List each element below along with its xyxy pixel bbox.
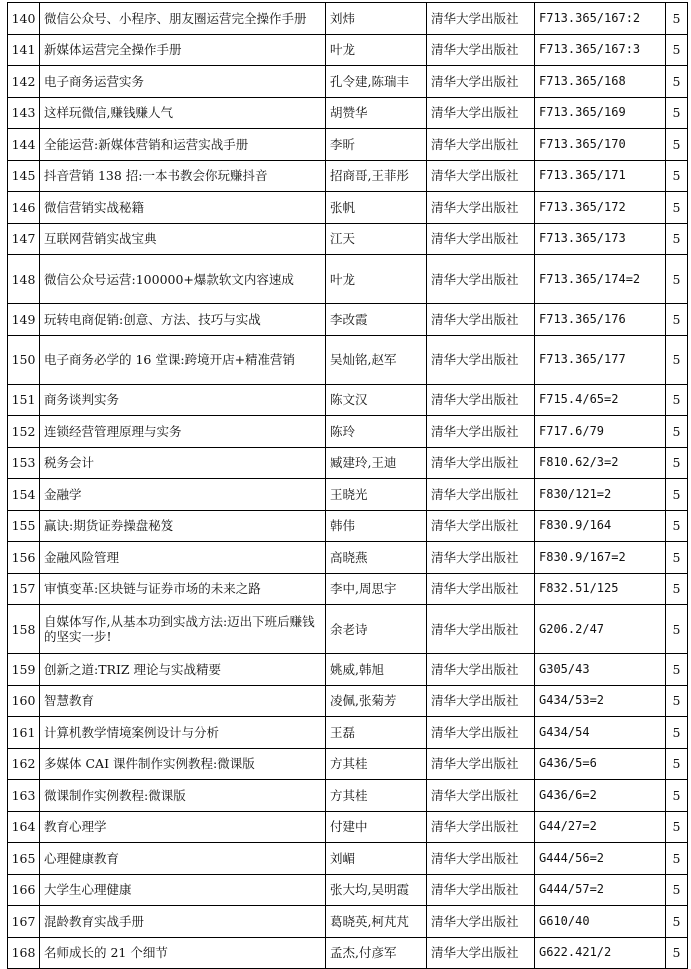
book-title: 多媒体 CAI 课件制作实例教程:微课版: [40, 748, 326, 780]
table-row: [8, 97, 688, 129]
book-author: 凌佩,张菊芳: [326, 685, 427, 717]
book-author: 李中,周思宇: [326, 573, 427, 605]
call-number: G44/27=2: [535, 811, 666, 843]
row-number: 145: [8, 160, 40, 192]
table-row: [8, 874, 688, 906]
book-publisher: 清华大学出版社: [427, 416, 535, 448]
book-title: 这样玩微信,赚钱赚人气: [40, 97, 326, 129]
copy-count: 5: [666, 66, 688, 98]
table-row: [8, 811, 688, 843]
table-row: [8, 3, 688, 35]
call-number: F713.365/172: [535, 192, 666, 224]
table-row: [8, 937, 688, 969]
book-author: 孟杰,付彦军: [326, 937, 427, 969]
copy-count: 5: [666, 255, 688, 304]
copy-count: 5: [666, 937, 688, 969]
copy-count: 5: [666, 192, 688, 224]
row-number: 151: [8, 384, 40, 416]
book-author: 王磊: [326, 717, 427, 749]
book-title: 连锁经营管理原理与实务: [40, 416, 326, 448]
copy-count: 5: [666, 34, 688, 66]
table-row: [8, 223, 688, 255]
row-number: 148: [8, 255, 40, 304]
row-number: 156: [8, 542, 40, 574]
copy-count: 5: [666, 906, 688, 938]
table-row: [8, 605, 688, 654]
call-number: F713.365/170: [535, 129, 666, 161]
copy-count: 5: [666, 748, 688, 780]
row-number: 152: [8, 416, 40, 448]
row-number: 143: [8, 97, 40, 129]
copy-count: 5: [666, 335, 688, 384]
call-number: F830.9/164: [535, 510, 666, 542]
book-publisher: 清华大学出版社: [427, 748, 535, 780]
book-title: 混龄教育实战手册: [40, 906, 326, 938]
row-number: 168: [8, 937, 40, 969]
book-publisher: 清华大学出版社: [427, 335, 535, 384]
call-number: F830/121=2: [535, 479, 666, 511]
book-title: 大学生心理健康: [40, 874, 326, 906]
book-author: 陈玲: [326, 416, 427, 448]
copy-count: 5: [666, 223, 688, 255]
call-number: G436/6=2: [535, 780, 666, 812]
table-row: [8, 685, 688, 717]
book-title: 智慧教育: [40, 685, 326, 717]
book-publisher: 清华大学出版社: [427, 874, 535, 906]
table-row: [8, 780, 688, 812]
table-row: [8, 654, 688, 686]
book-title: 创新之道:TRIZ 理论与实战精要: [40, 654, 326, 686]
table-row: [8, 160, 688, 192]
book-author: 方其桂: [326, 780, 427, 812]
row-number: 161: [8, 717, 40, 749]
table-row: [8, 304, 688, 336]
call-number: G622.421/2: [535, 937, 666, 969]
row-number: 165: [8, 843, 40, 875]
row-number: 147: [8, 223, 40, 255]
book-title: 抖音营销 138 招:一本书教会你玩赚抖音: [40, 160, 326, 192]
row-number: 144: [8, 129, 40, 161]
book-publisher: 清华大学出版社: [427, 573, 535, 605]
row-number: 153: [8, 447, 40, 479]
book-title: 计算机教学情境案例设计与分析: [40, 717, 326, 749]
book-publisher: 清华大学出版社: [427, 160, 535, 192]
book-publisher: 清华大学出版社: [427, 811, 535, 843]
copy-count: 5: [666, 811, 688, 843]
book-author: 刘嵋: [326, 843, 427, 875]
copy-count: 5: [666, 97, 688, 129]
table-row: [8, 717, 688, 749]
book-title: 自媒体写作,从基本功到实战方法:迈出下班后赚钱的坚实一步!: [40, 605, 326, 654]
book-title: 新媒体运营完全操作手册: [40, 34, 326, 66]
book-publisher: 清华大学出版社: [427, 685, 535, 717]
copy-count: 5: [666, 780, 688, 812]
book-publisher: 清华大学出版社: [427, 223, 535, 255]
book-title: 教育心理学: [40, 811, 326, 843]
book-publisher: 清华大学出版社: [427, 129, 535, 161]
book-title: 微课制作实例教程:微课版: [40, 780, 326, 812]
table-row: [8, 255, 688, 304]
copy-count: 5: [666, 685, 688, 717]
book-author: 方其桂: [326, 748, 427, 780]
book-publisher: 清华大学出版社: [427, 304, 535, 336]
call-number: G305/43: [535, 654, 666, 686]
call-number: F713.365/169: [535, 97, 666, 129]
row-number: 155: [8, 510, 40, 542]
book-publisher: 清华大学出版社: [427, 447, 535, 479]
book-author: 付建中: [326, 811, 427, 843]
call-number: G434/53=2: [535, 685, 666, 717]
book-publisher: 清华大学出版社: [427, 34, 535, 66]
table-row: [8, 384, 688, 416]
book-author: 李改霞: [326, 304, 427, 336]
book-author: 刘炜: [326, 3, 427, 35]
call-number: F715.4/65=2: [535, 384, 666, 416]
book-title: 金融风险管理: [40, 542, 326, 574]
book-publisher: 清华大学出版社: [427, 510, 535, 542]
table-row: [8, 416, 688, 448]
book-publisher: 清华大学出版社: [427, 3, 535, 35]
row-number: 140: [8, 3, 40, 35]
table-row: [8, 479, 688, 511]
row-number: 167: [8, 906, 40, 938]
copy-count: 5: [666, 160, 688, 192]
book-title: 微信营销实战秘籍: [40, 192, 326, 224]
row-number: 142: [8, 66, 40, 98]
table-row: [8, 573, 688, 605]
book-author: 陈文汉: [326, 384, 427, 416]
book-publisher: 清华大学出版社: [427, 255, 535, 304]
copy-count: 5: [666, 129, 688, 161]
book-title: 微信公众号、小程序、朋友圈运营完全操作手册: [40, 3, 326, 35]
table-row: [8, 748, 688, 780]
call-number: G206.2/47: [535, 605, 666, 654]
row-number: 150: [8, 335, 40, 384]
book-author: 韩伟: [326, 510, 427, 542]
book-title: 玩转电商促销:创意、方法、技巧与实战: [40, 304, 326, 336]
call-number: F713.365/174=2: [535, 255, 666, 304]
call-number: F713.365/177: [535, 335, 666, 384]
call-number: F713.365/167:2: [535, 3, 666, 35]
book-publisher: 清华大学出版社: [427, 605, 535, 654]
book-author: 余老诗: [326, 605, 427, 654]
row-number: 141: [8, 34, 40, 66]
table-body: [8, 3, 688, 969]
book-publisher: 清华大学出版社: [427, 66, 535, 98]
row-number: 149: [8, 304, 40, 336]
book-author: 张帆: [326, 192, 427, 224]
copy-count: 5: [666, 447, 688, 479]
book-title: 心理健康教育: [40, 843, 326, 875]
book-title: 金融学: [40, 479, 326, 511]
call-number: G444/56=2: [535, 843, 666, 875]
table-row: [8, 66, 688, 98]
row-number: 157: [8, 573, 40, 605]
call-number: G444/57=2: [535, 874, 666, 906]
row-number: 166: [8, 874, 40, 906]
table-row: [8, 843, 688, 875]
book-publisher: 清华大学出版社: [427, 542, 535, 574]
copy-count: 5: [666, 416, 688, 448]
copy-count: 5: [666, 874, 688, 906]
book-title: 互联网营销实战宝典: [40, 223, 326, 255]
book-list-table: [7, 2, 688, 969]
book-author: 李昕: [326, 129, 427, 161]
book-title: 审慎变革:区块链与证券市场的未来之路: [40, 573, 326, 605]
book-publisher: 清华大学出版社: [427, 717, 535, 749]
row-number: 146: [8, 192, 40, 224]
table-row: [8, 906, 688, 938]
book-author: 姚威,韩旭: [326, 654, 427, 686]
table-row: [8, 542, 688, 574]
book-author: 胡赞华: [326, 97, 427, 129]
table-row: [8, 129, 688, 161]
book-author: 江天: [326, 223, 427, 255]
book-title: 赢诀:期货证券操盘秘笈: [40, 510, 326, 542]
copy-count: 5: [666, 542, 688, 574]
copy-count: 5: [666, 654, 688, 686]
book-author: 葛晓英,柯芃芃: [326, 906, 427, 938]
book-publisher: 清华大学出版社: [427, 937, 535, 969]
book-publisher: 清华大学出版社: [427, 192, 535, 224]
call-number: G434/54: [535, 717, 666, 749]
table-row: [8, 192, 688, 224]
copy-count: 5: [666, 479, 688, 511]
book-author: 高晓燕: [326, 542, 427, 574]
book-author: 叶龙: [326, 255, 427, 304]
table-row: [8, 510, 688, 542]
call-number: F713.365/167:3: [535, 34, 666, 66]
book-publisher: 清华大学出版社: [427, 906, 535, 938]
book-author: 张大均,吴明霞: [326, 874, 427, 906]
book-title: 税务会计: [40, 447, 326, 479]
book-title: 电子商务运营实务: [40, 66, 326, 98]
book-title: 名师成长的 21 个细节: [40, 937, 326, 969]
copy-count: 5: [666, 573, 688, 605]
book-publisher: 清华大学出版社: [427, 97, 535, 129]
copy-count: 5: [666, 605, 688, 654]
call-number: F832.51/125: [535, 573, 666, 605]
row-number: 162: [8, 748, 40, 780]
book-publisher: 清华大学出版社: [427, 780, 535, 812]
book-publisher: 清华大学出版社: [427, 843, 535, 875]
call-number: F717.6/79: [535, 416, 666, 448]
call-number: F713.365/173: [535, 223, 666, 255]
copy-count: 5: [666, 510, 688, 542]
book-author: 招商哥,王菲彤: [326, 160, 427, 192]
book-author: 王晓光: [326, 479, 427, 511]
copy-count: 5: [666, 3, 688, 35]
copy-count: 5: [666, 384, 688, 416]
book-title: 商务谈判实务: [40, 384, 326, 416]
book-title: 全能运营:新媒体营销和运营实战手册: [40, 129, 326, 161]
book-title: 微信公众号运营:100000+爆款软文内容速成: [40, 255, 326, 304]
row-number: 154: [8, 479, 40, 511]
call-number: G610/40: [535, 906, 666, 938]
row-number: 163: [8, 780, 40, 812]
call-number: G436/5=6: [535, 748, 666, 780]
call-number: F713.365/168: [535, 66, 666, 98]
book-author: 吴灿铭,赵军: [326, 335, 427, 384]
book-publisher: 清华大学出版社: [427, 654, 535, 686]
table-row: [8, 447, 688, 479]
book-publisher: 清华大学出版社: [427, 384, 535, 416]
copy-count: 5: [666, 843, 688, 875]
book-author: 叶龙: [326, 34, 427, 66]
book-author: 孔令建,陈瑞丰: [326, 66, 427, 98]
row-number: 158: [8, 605, 40, 654]
call-number: F830.9/167=2: [535, 542, 666, 574]
row-number: 159: [8, 654, 40, 686]
book-publisher: 清华大学出版社: [427, 479, 535, 511]
call-number: F713.365/171: [535, 160, 666, 192]
row-number: 164: [8, 811, 40, 843]
row-number: 160: [8, 685, 40, 717]
book-author: 臧建玲,王迪: [326, 447, 427, 479]
call-number: F810.62/3=2: [535, 447, 666, 479]
table-row: [8, 335, 688, 384]
table-row: [8, 34, 688, 66]
copy-count: 5: [666, 304, 688, 336]
call-number: F713.365/176: [535, 304, 666, 336]
book-title: 电子商务必学的 16 堂课:跨境开店+精准营销: [40, 335, 326, 384]
copy-count: 5: [666, 717, 688, 749]
